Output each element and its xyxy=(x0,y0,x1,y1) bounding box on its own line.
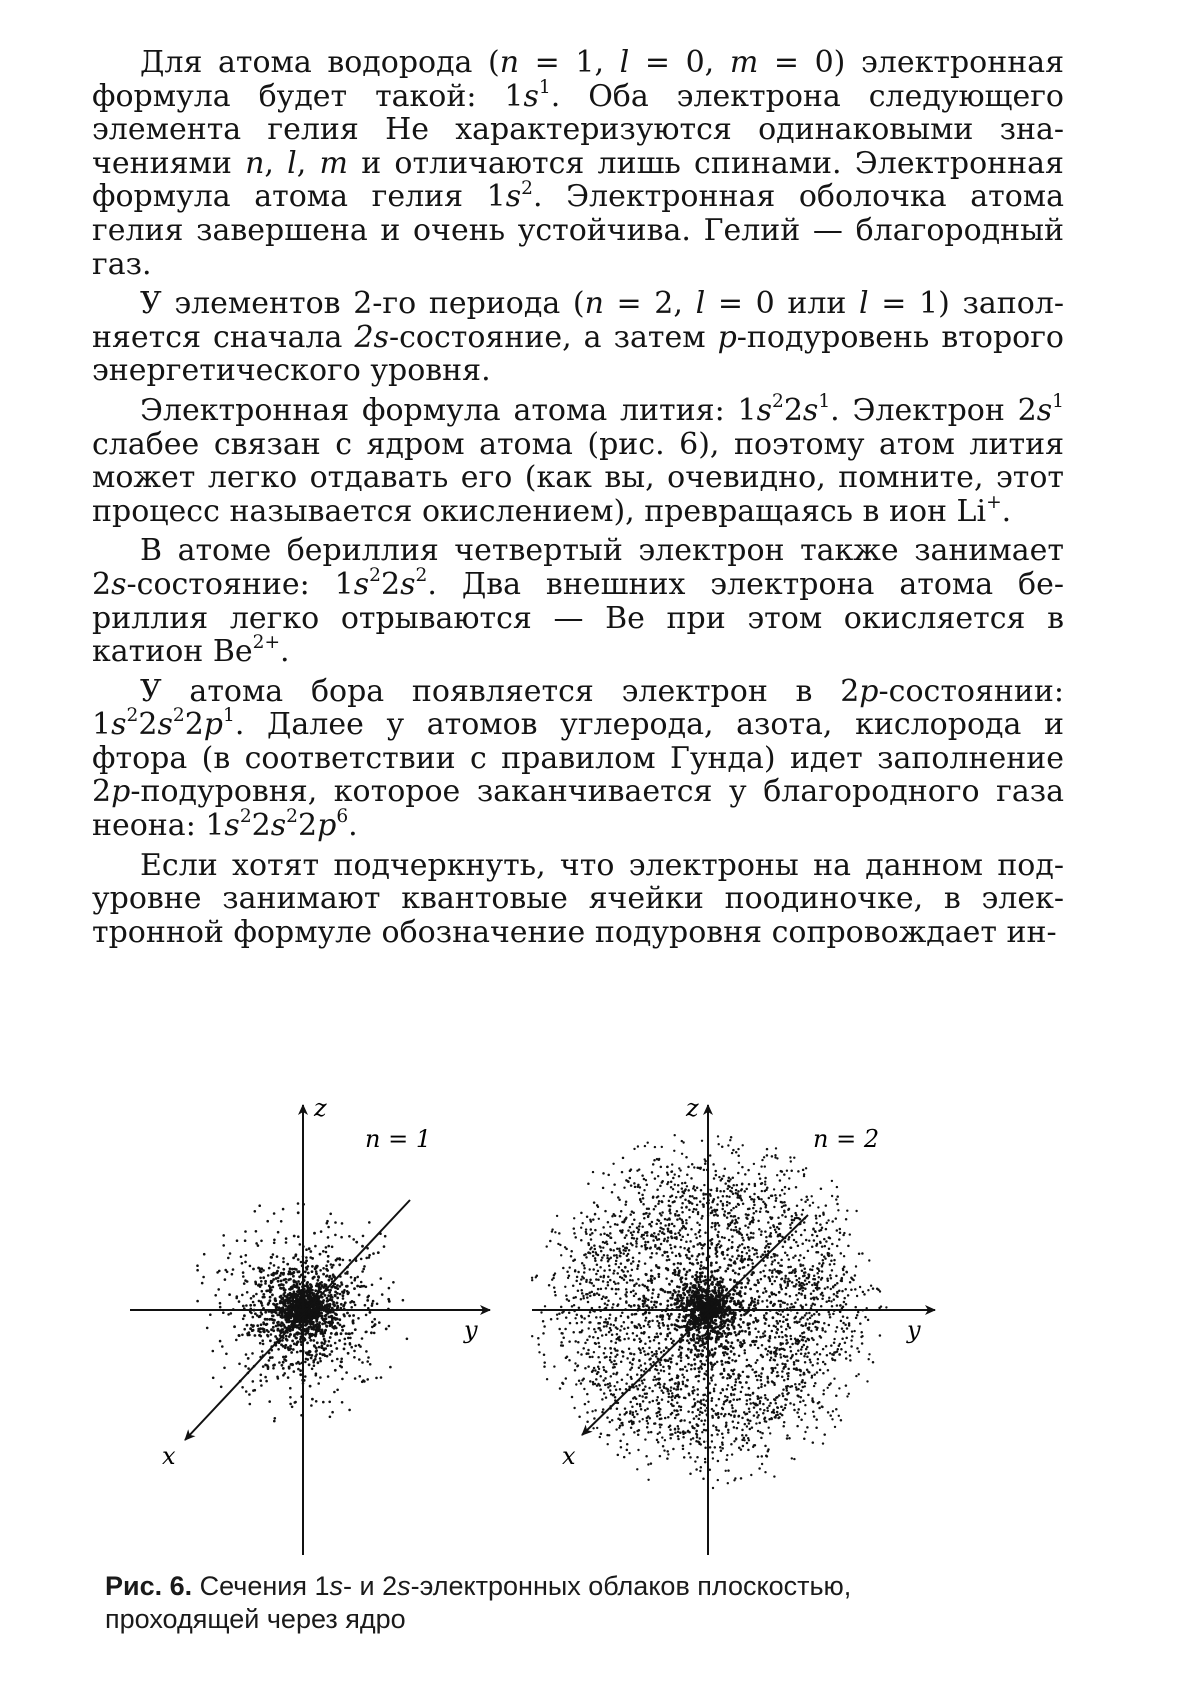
paragraph: Электронная формула атома лития: $1s^22s^1$. Электрон $2s^1$ слабее связан с ядром атома (рис. 6), поэтому атом лития может легко отдавать его (как вы, очевидно, помните, этот процесс называется окислением), превращаясь в ион Li+. xyxy=(92,391,1064,529)
figure-caption xyxy=(105,1570,1005,1636)
figure-electron-clouds xyxy=(130,1085,1050,1555)
x-axis-label: x xyxy=(162,1442,176,1470)
paragraph: У элементов 2-го периода (n = 2, l = 0 или l = 1) заполняется сначала 2s-состояние, а затем р-подуровень второго энергетического уровня. xyxy=(92,286,1064,389)
caption-text: Сечения 1s- и 2s-электронных облаков плоскостью, проходящей через ядро xyxy=(105,1571,852,1634)
figure-svg xyxy=(130,1085,1050,1555)
panel-1s xyxy=(130,1094,490,1555)
n-label: n = 2 xyxy=(813,1125,880,1153)
paragraph: Если хотят подчеркнуть, что электроны на данном подуровне занимают квантовые ячейки поодиночке, в электронной формуле обозначение подуровня сопровождает ин- xyxy=(92,847,1064,950)
paragraph: В атоме бериллия четвертый электрон также занимает 2s-состояние: $1s^22s^2$. Два внешних электрона атома бериллия легко отрываются — Ве при этом окисляется в катион $Be^{2+}$. xyxy=(92,533,1064,670)
n-label: n = 1 xyxy=(365,1125,432,1153)
y-axis-label: y xyxy=(464,1316,478,1344)
caption-label: Рис. 6. xyxy=(105,1571,193,1601)
y-axis-label: y xyxy=(907,1316,921,1344)
panel-2s xyxy=(531,1094,935,1555)
paragraph: Для атома водорода (n = 1, l = 0, m = 0) электронная формула будет такой: $1s^1$. Оба электрона следующего элемента гелия Не характеризуются одинаковыми значениями n, l, m и отличаются лишь спинами. Электронная формула атома гелия $1s^2$. Электронная оболочка атома гелия завершена и очень устойчива. Гелий — благородный газ. xyxy=(92,45,1065,282)
paragraph: У атома бора появляется электрон в 2р-состоянии: $1s^22s^22р^1$. Далее у атомов углерода, азота, кислорода и фтора (в соответствии с правилом Гунда) идет заполнение 2р-подуровня, которое заканчивается у благородного газа неона: $1s^22s^22р^6$. xyxy=(92,673,1064,844)
z-axis-label: z xyxy=(686,1094,699,1122)
z-axis-label: z xyxy=(314,1094,327,1122)
body-text xyxy=(92,46,1064,949)
x-axis-label: x xyxy=(562,1442,576,1470)
